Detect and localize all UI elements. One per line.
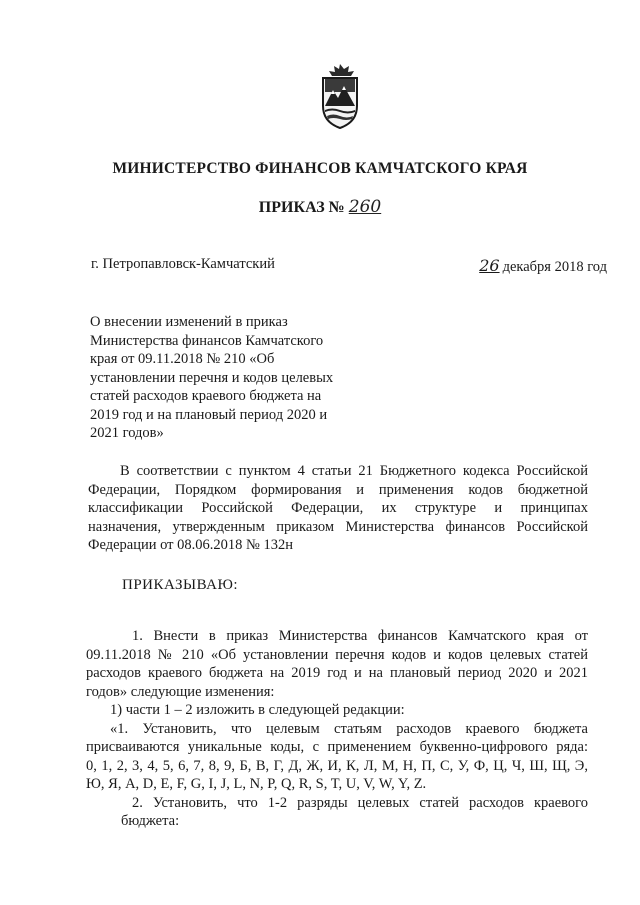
body-line: 0, 1, 2, 3, 4, 5, 6, 7, 8, 9, Б, В, Г, Д, Ж, И, К, Л, М, Н, П, С, У, Ф, Ц, Ч, Ш, Щ, Э, (86, 757, 588, 774)
body-line: 09.11.2018 № 210 «Об установлении перечня кодов и кодов целевых статей (86, 646, 588, 663)
subject-line: О внесении изменений в приказ (90, 314, 288, 330)
order-number: 260 (348, 197, 382, 217)
place-of-issue: г. Петропавловск-Камчатский (91, 256, 275, 272)
ministry-title: МИНИСТЕРСТВО ФИНАНСОВ КАМЧАТСКОГО КРАЯ (112, 160, 528, 177)
subject-line: установлении перечня и кодов целевых (90, 369, 334, 386)
body-line: 2. Установить, что 1-2 разряды целевых статей расходов краевого (132, 794, 588, 811)
subject-line: края от 09.11.2018 № 210 «Об (90, 351, 275, 367)
preamble-line: Федерации от 08.06.2018 № 132н (88, 537, 293, 553)
order-body (86, 627, 588, 831)
preamble-line: В соответствии с пунктом 4 статьи 21 Бюджетного кодекса Российской (120, 463, 588, 479)
body-line: бюджета: (121, 813, 180, 829)
body-line: 1. Внести в приказ Министерства финансов Камчатского края от (132, 628, 588, 644)
preamble (88, 462, 588, 555)
body-line: «1. Установить, что целевым статьям расходов краевого бюджета (110, 720, 588, 737)
date-month-year: декабря 2018 год (502, 259, 607, 275)
subject-line: 2021 годов» (90, 425, 164, 441)
subject-line: 2019 год и на плановый период 2020 и (90, 406, 328, 423)
date-day: 26 (479, 256, 500, 275)
body-line: годов» следующие изменения: (86, 683, 275, 700)
body-line: 1) части 1 – 2 изложить в следующей редакции: (110, 702, 405, 718)
order-title (0, 197, 640, 217)
kamchatka-coat-of-arms-icon (318, 62, 362, 130)
order-subject (90, 313, 390, 443)
subject-line: Министерства финансов Камчатского (90, 332, 324, 349)
preamble-line: классификации Российской Федерации, их структуре и принципах (88, 500, 588, 516)
preamble-line: назначения, утвержденным приказом Министерства финансов Российской (88, 518, 588, 535)
body-line: расходов краевого бюджета на 2019 год и на плановый период 2020 и 2021 (86, 665, 588, 681)
order-label: ПРИКАЗ № (258, 199, 345, 216)
subject-line: статей расходов краевого бюджета на (90, 388, 322, 404)
preamble-line: Федерации, Порядком формирования и применения кодов бюджетной (88, 481, 588, 498)
order-directive: ПРИКАЗЫВАЮ: (122, 577, 239, 593)
order-date (479, 256, 607, 276)
body-line: Ю, Я, A, D, E, F, G, I, J, L, N, P, Q, R, S, T, U, V, W, Y, Z. (86, 776, 427, 792)
body-line: присваиваются уникальные коды, с применением буквенно-цифрового ряда: (86, 739, 588, 755)
